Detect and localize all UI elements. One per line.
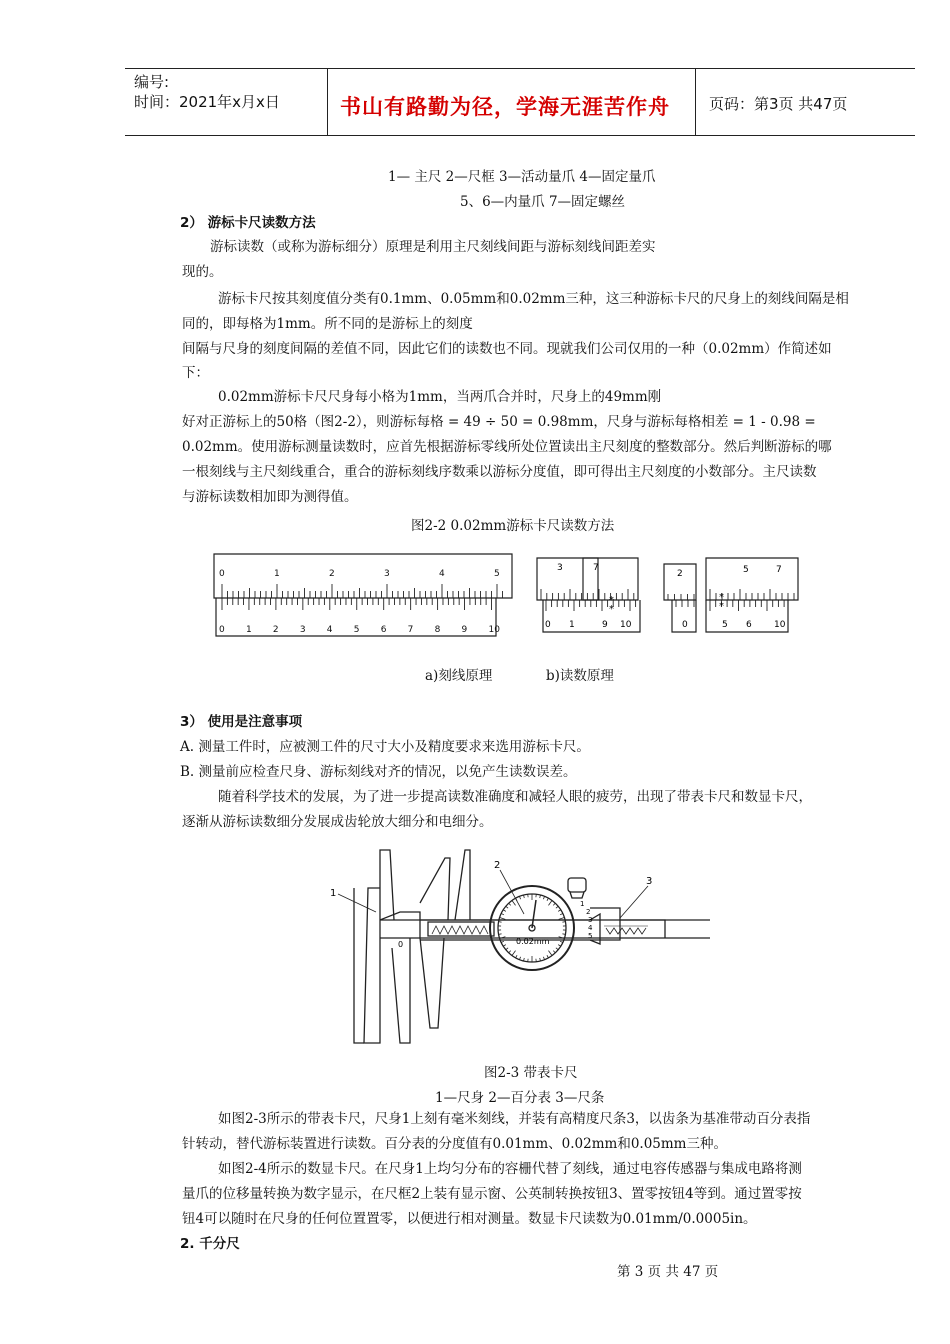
list-item: A. 测量工件时，应被测工件的尺寸大小及精度要求来选用游标卡尺。 (180, 739, 590, 755)
dial-tick (558, 945, 561, 947)
dial-tick (553, 903, 555, 905)
dial-tick (543, 957, 544, 960)
dial-tick (548, 900, 552, 905)
vernier-scale-label: 10 (488, 625, 500, 635)
callout-1: 1 (330, 888, 337, 899)
doc-number-label: 编号: (134, 73, 170, 91)
dial-tick (499, 934, 502, 935)
vernier-scale-label: 2 (272, 625, 279, 635)
figure-legend: 1—尺身 2—百分表 3—尺条 (435, 1090, 605, 1106)
b1-vernier-label: 9 (602, 620, 608, 630)
paragraph-line: 下： (182, 365, 209, 381)
paragraph-line: 游标卡尺按其刻度值分类有0.1mm、0.05mm和0.02mm三种，这三种游标卡尺的尺身上的刻线间隔是相 (218, 291, 849, 307)
dial-tick (556, 948, 558, 950)
dial-tick (506, 906, 508, 908)
dial-tick (547, 955, 548, 958)
dial-tick (512, 900, 516, 905)
header-page-info: 页码：第3页 共47页 (709, 95, 848, 113)
paragraph-line: 与游标读数相加即为测得值。 (182, 489, 358, 505)
vernier-scale-label: 7 (407, 625, 414, 635)
paragraph-line: 同的，即每格为1mm。所不同的是游标上的刻度 (182, 316, 473, 332)
dial-tick (556, 906, 558, 908)
main-scale-label: 4 (439, 569, 445, 579)
figure-title: 图2-3 带表卡尺 (484, 1065, 578, 1081)
svg-text:5: 5 (588, 932, 593, 940)
beam (380, 920, 710, 938)
b2-vernier-label: 0 (682, 620, 688, 630)
dial-tick (547, 898, 548, 901)
dial-tick (506, 948, 508, 950)
dial-tick (509, 951, 511, 953)
dial-tick (509, 903, 511, 905)
dial-tick (503, 910, 506, 912)
svg-text:*: * (609, 595, 614, 606)
paragraph-line: 一根刻线与主尺刻线重合，重合的游标刻线序数乘以游标分度值，即可得出主尺刻度的小数部分。主尺读数 (182, 464, 817, 480)
section-heading: 3） 使用是注意事项 (180, 714, 303, 730)
main-scale-label: 1 (274, 569, 280, 579)
dial-tick (562, 934, 565, 935)
section-heading: 2） 游标卡尺读数方法 (180, 215, 316, 231)
dial-tick (503, 945, 506, 947)
list-item: B. 测量前应检查尺身、游标刻线对齐的情况，以免产生读数误差。 (180, 764, 577, 780)
dial-tick (559, 917, 565, 919)
b1-vernier-label: 0 (545, 620, 551, 630)
svg-text:*: * (719, 592, 724, 603)
vernier-scale-label: 3 (299, 625, 306, 635)
main-scale-label: 2 (329, 569, 335, 579)
callout-2: 2 (494, 860, 501, 871)
paragraph-line: 间隔与尺身的刻度间隔的差值不同，因此它们的读数也不同。现就我们公司仅用的一种（0.02mm）作简述如 (182, 341, 832, 357)
dial-tick (553, 951, 555, 953)
b1-main-label: 7 (593, 563, 599, 573)
dial-tick (500, 917, 506, 919)
b2-main-label: 2 (677, 569, 683, 579)
dial-tick (516, 955, 517, 958)
svg-text:1: 1 (580, 900, 585, 908)
svg-text:*: * (719, 601, 724, 612)
b2-vernier-label: 6 (746, 620, 752, 630)
b1-vernier-label: 1 (569, 620, 575, 630)
vernier-scale-label: 1 (245, 625, 252, 635)
vernier-scale-label: 9 (461, 625, 468, 635)
callout-3: 3 (646, 876, 653, 887)
b1-main-label: 3 (557, 563, 563, 573)
vernier-scale-label: 8 (434, 625, 441, 635)
doc-time-label: 时间：2021年x月x日 (134, 93, 280, 111)
paragraph-line: 如图2-3所示的带表卡尺，尺身1上刻有毫米刻线，并装有高精度尺条3，以齿条为基准带动百分表指 (218, 1111, 811, 1127)
main-scale-label: 0 (219, 569, 225, 579)
dial-tick (562, 922, 565, 923)
dial-tick (548, 951, 552, 956)
b2-vernier-label: 10 (774, 620, 786, 630)
page-footer: 第 3 页 共 47 页 (617, 1264, 719, 1280)
dial-tick (543, 896, 544, 899)
paragraph-line: 现的。 (182, 264, 223, 280)
dial-tick (512, 951, 516, 956)
dial-tick (558, 910, 561, 912)
b2-main-label: 7 (776, 565, 782, 575)
vernier-scale-label: 5 (353, 625, 360, 635)
caption-b: b)读数原理 (546, 668, 614, 684)
paragraph-line: 量爪的位移量转换为数字显示，在尺框2上装有显示窗、公英制转换按钮3、置零按钮4等到。通过置零按 (182, 1186, 802, 1202)
svg-text:0: 0 (398, 940, 404, 949)
paragraph-line: 0.02mm游标卡尺尺身每小格为1mm，当两爪合并时，尺身上的49mm刚 (218, 389, 662, 405)
vernier-scale-diagram (200, 540, 810, 650)
paragraph-line: 随着科学技术的发展，为了进一步提高读数准确度和减轻人眼的疲劳，出现了带表卡尺和数显卡尺， (218, 789, 812, 805)
svg-text:2: 2 (586, 908, 591, 916)
main-scale-label: 3 (384, 569, 390, 579)
paragraph-line: 逐渐从游标读数细分发展成齿轮放大细分和电细分。 (182, 814, 493, 830)
figure-title: 图2-2 0.02mm游标卡尺读数方法 (411, 518, 615, 534)
paragraph-line: 针转动，替代游标装置进行读数。百分表的分度值有0.01mm、0.02mm和0.05mm三种。 (182, 1136, 727, 1152)
vernier-scale-label: 4 (326, 625, 333, 635)
b2-main-label: 5 (743, 565, 749, 575)
dial-tick (519, 957, 520, 960)
svg-text:4: 4 (588, 924, 593, 932)
caption-a: a)刻线原理 (425, 668, 493, 684)
main-scale-label: 5 (494, 569, 500, 579)
main-scale-body (214, 554, 512, 598)
dial-caliper-diagram (320, 848, 720, 1058)
svg-text:3: 3 (588, 916, 593, 924)
dial-label: 0.02mm (516, 937, 550, 946)
vernier-scale-label: 6 (380, 625, 387, 635)
fig1-caption-line2: 5、6—内量爪 7—固定螺丝 (460, 194, 626, 210)
paragraph-line: 游标读数（或称为游标细分）原理是利用主尺刻线间距与游标刻线间距差实 (210, 239, 656, 255)
paragraph-line: 如图2-4所示的数显卡尺。在尺身1上均匀分布的容栅代替了刻线，通过电容传感器与集成电路将测 (218, 1161, 802, 1177)
fig1-caption-line1: 1— 主尺 2—尺框 3—活动量爪 4—固定量爪 (388, 169, 656, 185)
dial-tick (519, 896, 520, 899)
header-divider (327, 68, 328, 136)
dial-tick (499, 922, 502, 923)
vernier-scale-label: 0 (219, 625, 225, 635)
b2-vernier-label: 5 (722, 620, 728, 630)
paragraph-line: 钮4可以随时在尺身的任何位置置零，以便进行相对测量。数显卡尺读数为0.01mm/0.0005in。 (182, 1211, 757, 1227)
svg-text:*: * (609, 604, 614, 615)
b1-vernier-label: 10 (620, 620, 632, 630)
paragraph-line: 0.02mm。使用游标测量读数时，应首先根据游标零线所处位置读出主尺刻度的整数部分。然后判断游标的哪 (182, 439, 832, 455)
paragraph-line: 好对正游标上的50格（图2-2），则游标每格 = 49 ÷ 50 = 0.98mm，尺身与游标每格相差 = 1 - 0.98 = (182, 414, 816, 430)
dial-needle (532, 900, 536, 928)
header-divider (695, 68, 696, 136)
section-heading: 2. 千分尺 (180, 1236, 240, 1252)
header-motto: 书山有路勤为径，学海无涯苦作舟 (340, 95, 670, 119)
